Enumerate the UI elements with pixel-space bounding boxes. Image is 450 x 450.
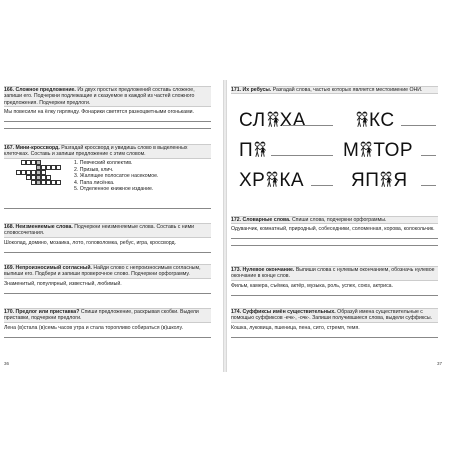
- exercise-169-header: [4, 264, 211, 279]
- rebus-5-after: КА: [279, 170, 305, 191]
- exercise-172-header: [231, 216, 438, 224]
- exercise-171-text: Разгадай слова, частью которых является местоимение ОНИ.: [272, 87, 423, 93]
- exercise-166: [4, 86, 211, 129]
- exercise-167-title: 167. Мини-кроссворд.: [4, 145, 60, 151]
- rebus-3-before: П: [239, 140, 254, 161]
- exercise-168-text: Подчеркни неизменяемые слова. Составь с ними словосочетания.: [4, 224, 195, 237]
- exercise-172: [231, 216, 438, 246]
- exercise-171-title: 171. Их ребусы.: [231, 87, 272, 93]
- exercise-172-words: Одуванчик, комнатный, природный, собеседники, соломенная, корова, колокольчик.: [231, 226, 435, 233]
- rebus-3: [239, 140, 267, 162]
- exercise-169-words: Знаменитый, популярный, известный, любимый.: [4, 280, 122, 287]
- exercise-168-words: Шоколад, домино, мозаика, лото, головоломка, ребус, игра, кроссворд.: [4, 239, 176, 246]
- exercise-174: [231, 308, 438, 338]
- exercise-174-words: Кошка, луковица, пшеница, пена, сито, стремя, темя.: [231, 324, 360, 331]
- exercise-166-header: [4, 86, 211, 107]
- clue-item: 2. Призыв, клич.: [74, 166, 114, 173]
- exercise-166-sample: Мы повесили на ёлку гирлянду. Фонарики светятся разноцветными огоньками.: [4, 109, 194, 116]
- exercise-167-header: [4, 144, 211, 159]
- children-figures-icon: [253, 140, 267, 158]
- rebus-6: [351, 170, 408, 192]
- children-figures-icon: [355, 110, 369, 128]
- rebus-1-after: ХА: [279, 110, 306, 131]
- answer-line: [4, 337, 211, 338]
- rebus-1: [239, 110, 306, 132]
- exercise-173-title: 173. Нулевое окончание.: [231, 267, 295, 273]
- exercise-171-header: [231, 86, 438, 94]
- rebus-1-before: СЛ: [239, 110, 266, 131]
- exercise-173-words: Фильм, камера, съёмка, актёр, музыка, роль, успех, союз, актриса.: [231, 282, 393, 289]
- exercise-173-text: Выпиши слова с нулевым окончанием, обозначь нулевое окончание в конце слов.: [231, 267, 435, 280]
- answer-line: [4, 128, 211, 129]
- answer-line: [4, 208, 211, 209]
- exercise-169: [4, 264, 211, 294]
- exercise-168-header: [4, 223, 211, 238]
- answer-line: [421, 185, 436, 186]
- answer-line: [401, 125, 436, 126]
- exercise-166-text: Из двух простых предложений составь сложное, запиши его. Подчеркни подлежащие и сказуемое в каждой из частей сложного предложения. Подчеркни предлоги.: [4, 87, 195, 106]
- clue-item: 1. Певческий коллектив.: [74, 160, 133, 166]
- rebus-4: [343, 140, 413, 162]
- exercise-170-title: 170. Предлог или приставка?: [4, 309, 80, 315]
- rebus-4-after: ТОР: [373, 140, 414, 161]
- exercise-173: [231, 266, 438, 296]
- clue-item: 5. Отделенное книжное издание.: [74, 186, 154, 193]
- rebus-6-before: ЯП: [351, 170, 380, 191]
- exercise-167-text: Разгадай кроссворд и увидишь слово в выделенных клеточках. Составь и запиши предложение с этим словом.: [4, 145, 188, 158]
- exercise-172-text: Спиши слова, подчеркни орфограммы.: [291, 217, 387, 223]
- exercise-173-header: [231, 266, 438, 281]
- answer-line: [4, 121, 211, 122]
- exercise-169-title: 169. Непроизносимый согласный.: [4, 265, 92, 271]
- exercise-171: [231, 86, 438, 194]
- answer-line: [231, 238, 438, 239]
- answer-line: [231, 337, 438, 338]
- exercise-172-title: 172. Словарные слова.: [231, 217, 291, 223]
- rebus-2-after: КС: [369, 110, 395, 131]
- rebus-5-before: ХР: [239, 170, 266, 191]
- exercise-170-text: Спиши предложение, раскрывая скобки. Выдели приставки, подчеркни предлоги.: [4, 309, 199, 322]
- children-figures-icon: [379, 170, 393, 188]
- left-page: [0, 80, 223, 372]
- clue-item: 3. Жалящее полосатое насекомое.: [74, 173, 159, 180]
- exercise-168: [4, 223, 211, 253]
- exercise-170-header: [4, 308, 211, 323]
- children-figures-icon: [359, 140, 373, 158]
- rebus-6-after: Я: [393, 170, 408, 191]
- answer-line: [4, 252, 211, 253]
- crossword-clues: [74, 160, 158, 193]
- exercise-174-title: 174. Суффиксы имён существительных.: [231, 309, 336, 315]
- crossword-grid: [16, 160, 80, 196]
- children-figures-icon: [265, 170, 279, 188]
- answer-line: [271, 155, 333, 156]
- rebus-2: [355, 110, 395, 132]
- exercise-166-title: 166. Сложное предложение.: [4, 87, 76, 93]
- exercise-174-text: Образуй имена существительные с помощью суффиксов -ечк-, -очк-. Запиши получившиеся слова, выдели суффиксы.: [231, 309, 433, 322]
- exercise-170-sample: Лена (в)стала (в)семь часов утра и стала торопливо собираться (в)школу.: [4, 324, 183, 331]
- answer-line: [283, 125, 333, 126]
- right-page: [227, 80, 450, 372]
- page-number-left: 36: [4, 361, 10, 366]
- answer-line: [421, 155, 436, 156]
- exercise-170: [4, 308, 211, 338]
- clue-item: 4. Папа лисёнка.: [74, 179, 115, 186]
- answer-line: [231, 295, 438, 296]
- exercise-167: [4, 144, 211, 220]
- page-number-right: 37: [436, 361, 442, 366]
- answer-line: [4, 293, 211, 294]
- rebus-4-before: М: [343, 140, 360, 161]
- answer-line: [231, 245, 438, 246]
- exercise-169-text: Найди слово с непроизносимым согласным, выпиши его. Подбери и запиши проверочное слово. Подчеркни орфограмму.: [4, 265, 201, 278]
- answer-line: [311, 185, 333, 186]
- rebus-5: [239, 170, 304, 192]
- children-figures-icon: [266, 110, 280, 128]
- exercise-168-title: 168. Неизменяемые слова.: [4, 224, 73, 230]
- exercise-174-header: [231, 308, 438, 323]
- book-spread: [0, 80, 450, 372]
